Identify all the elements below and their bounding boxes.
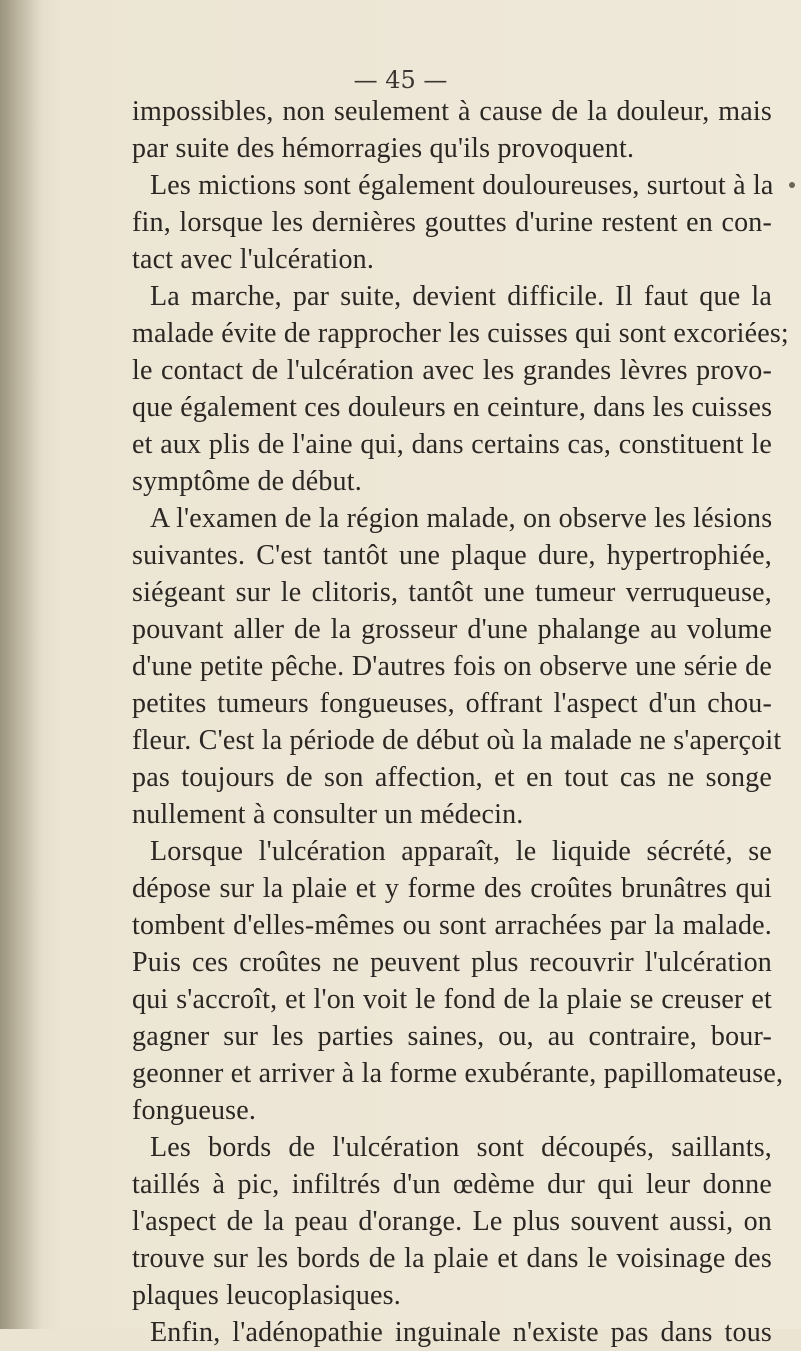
text-line: Les mictions sont également douloureuses, surtout à la (150, 170, 774, 201)
text-line: plaques leucoplasiques. (132, 1280, 401, 1311)
text-line: fin, lorsque les dernières gouttes d'urine restent en con- (132, 207, 772, 238)
text-line: fleur. C'est la période de début où la malade ne s'aperçoit (132, 725, 782, 756)
text-line: geonner et arriver à la forme exubérante, papillomateuse, (132, 1058, 784, 1089)
text-line: fongueuse. (132, 1095, 257, 1126)
text-line: tact avec l'ulcération. (132, 244, 375, 275)
text-line: et aux plis de l'aine qui, dans certains cas, constituent le (132, 429, 772, 460)
text-line: dépose sur la plaie et y forme des croûtes brunâtres qui (132, 873, 772, 904)
text-line: siégeant sur le clitoris, tantôt une tumeur verruqueuse, (132, 577, 772, 608)
text-line: gagner sur les parties saines, ou, au contraire, bour- (132, 1021, 772, 1052)
text-line: symptôme de début. (132, 466, 362, 497)
text-line: petites tumeurs fongueuses, offrant l'aspect d'un chou- (132, 688, 772, 719)
text-line: par suite des hémorragies qu'ils provoquent. (132, 133, 635, 164)
text-line: l'aspect de la peau d'orange. Le plus souvent aussi, on (132, 1206, 772, 1237)
text-line: que également ces douleurs en ceinture, dans les cuisses (132, 392, 773, 423)
text-line: A l'examen de la région malade, on observe les lésions (150, 503, 773, 534)
text-line: nullement à consulter un médecin. (132, 799, 524, 830)
page-number-header: — 45 — (353, 66, 448, 94)
text-line: impossibles, non seulement à cause de la douleur, mais (132, 96, 772, 127)
text-line: Puis ces croûtes ne peuvent plus recouvrir l'ulcération (132, 947, 772, 978)
text-line: La marche, par suite, devient difficile. Il faut que la (150, 281, 772, 312)
margin-ink-dot (789, 182, 795, 188)
text-line: suivantes. C'est tantôt une plaque dure, hypertrophiée, (132, 540, 772, 571)
text-line: d'une petite pêche. D'autres fois on observe une série de (132, 651, 772, 682)
body-text (132, 93, 789, 1351)
text-line: Les bords de l'ulcération sont découpés, saillants, (150, 1132, 772, 1163)
text-line: pouvant aller de la grosseur d'une phalange au volume (132, 614, 772, 645)
text-line: Enfin, l'adénopathie inguinale n'existe pas dans tous (150, 1317, 772, 1348)
binding-gutter-shadow (0, 0, 42, 1329)
text-line: le contact de l'ulcération avec les grandes lèvres provo- (132, 355, 772, 386)
text-line: tombent d'elles-mêmes ou sont arrachées par la malade. (132, 910, 772, 941)
text-line: pas toujours de son affection, et en tout cas ne songe (132, 762, 772, 793)
text-line: qui s'accroît, et l'on voit le fond de la plaie se creuser et (132, 984, 772, 1015)
text-line: malade évite de rapprocher les cuisses qui sont excoriées; (132, 318, 789, 349)
text-line: trouve sur les bords de la plaie et dans le voisinage des (132, 1243, 772, 1274)
text-line: taillés à pic, infiltrés d'un œdème dur qui leur donne (132, 1169, 772, 1200)
text-line: Lorsque l'ulcération apparaît, le liquide sécrété, se (150, 836, 772, 867)
